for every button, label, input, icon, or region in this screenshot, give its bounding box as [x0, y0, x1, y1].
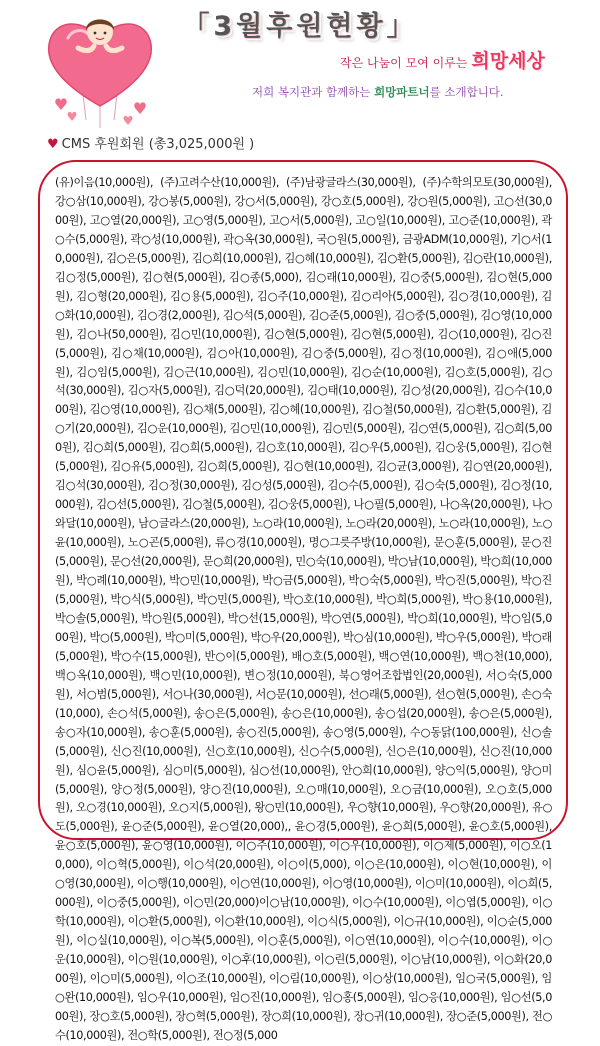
heart-girl-illustration — [38, 8, 162, 130]
tagline — [340, 46, 545, 73]
section-heading — [47, 133, 254, 152]
subline-suffix: 를 소개합니다. — [429, 85, 504, 99]
section-title: CMS 후원회원 (총3,025,000원 ) — [61, 137, 255, 152]
page-title: 「3월후원현황」 — [182, 11, 418, 42]
subline — [252, 84, 504, 100]
subline-highlight: 희망파트너 — [374, 85, 430, 99]
subline-prefix: 저희 복지관과 함께하는 — [252, 85, 371, 99]
heart-icon: ♥ — [47, 137, 59, 152]
tagline-text: 작은 나눔이 모여 이루는 — [340, 56, 468, 70]
donor-list-box — [38, 160, 568, 1042]
donor-list-text: (유)이음(10,000원), (주)고려수산(10,000원), (주)남광글라스(30,000원), (주)수학의모토(30,000원), 강○삼(10,000원), 강○봉(5,000원), 강○서(5,000원), 강○호(5,000원), 강○원(5,000원), 고○선(30,000원), 고○열(20,000원), 고○영(5,000원), 고○서(5,000원), 고○일(10,000원), 고○준(10,000원), 곽○수(5,000원), 곽○성(10,000원), 곽○옥(30,000원), 국○원(5,000원), 금광ADM(10,000원), 기○서(10,000원), 김○은(5,000원), 김○희(10,000원), 김○혜(10,000원), 김○환(5,000원), 김○란(10,000원), 김○정(5,000원), 김○현(5,000원), 김○종(5,000), 김○래(10,000원), 김○중(5,000원), 김○현(5,000원), 김○형(20,000원), 김○용(5,000원), 김○주(10,000원), 김○리아(5,000원), 김○경(10,000원), 김○화(10,000원), 김○경(2,000원), 김○석(5,000원), 김○준(5,000원), 김○중(5,000원), 김○영(10,000원), 김○나(50,000원), 김○민(10,000원), 김○현(5,000원), 김○현(5,000원), 김○(10,000원), 김○진(5,000원), 김○채(10,000원), 김○아(10,000원), 김○중(5,000원), 김○정(10,000원), 김○애(5,000원), 김○임(5,000원), 김○근(10,000원), 김○민(10,000원), 김○순(10,000원), 김○호(5,000원), 김○석(30,000원), 김○자(5,000원), 김○덕(20,000원), 김○태(10,000원), 김○성(20,000원), 김○수(10,000원), 김○영(10,000원), 김○채(5,000원), 김○혜(10,000원), 김○철(50,000원), 김○환(5,000원), 김○기(20,000원), 김○운(10,000원), 김○민(10,000원), 김○민(5,000원), 김○연(5,000원), 김○희(5,000원), 김○희(5,000원), 김○희(5,000원), 김○호(10,000원), 김○우(5,000원), 김○웅(5,000원), 김○현(5,000원), 김○유(5,000원), 김○희(5,000원), 김○현(10,000원), 김○균(3,000원), 김○연(20,000원), 김○석(30,000원), 김○정(30,000원), 김○성(5,000원), 김○수(5,000원), 김○숙(5,000원), 김○정(10,000원), 김○선(5,000원), 김○철(5,000원), 김○웅(5,000원), 나○필(5,000원), 나○옥(20,000원), 나○와달(10,000원), 남○글라스(20,000원), 노○라(10,000원), 노○라(20,000원), 노○라(10,000원), 노○윤(10,000원), 노○곤(5,000원), 류○경(10,000원), 명○그릇주방(10,000원), 문○훈(5,000원), 문○진(5,000원), 문○선(20,000원), 문○희(20,000원), 민○숙(10,000원), 박○남(10,000원), 박○희(10,000원), 박○례(10,000원), 박○민(10,000원), 박○금(5,000원), 박○숙(5,000원), 박○진(5,000원), 박○진(5,000원), 박○식(5,000원), 박○민(5,000원), 박○호(10,000원), 박○희(5,000원), 박○용(10,000원), 박○솔(5,000원), 박○원(5,000원), 박○선(15,000원), 박○연(5,000원), 박○희(10,000원), 박○임(5,000원), 박○(5,000원), 박○미(5,000원), 박○우(20,000원), 박○심(10,000원), 박○우(5,000원), 박○래(5,000원), 박○수(15,000원), 반○이(5,000원), 배○호(5,000원), 백○연(10,000원), 백○천(10,000), 백○옥(10,000원), 백○민(10,000원), 변○정(10,000원), 북○영어조합법인(20,000원), 서○숙(5,000원), 서○범(5,000원), 서○나(30,000원), 서○문(10,000원), 선○래(5,000원), 선○현(5,000원), 손○숙(10,000), 손○석(5,000원), 송○은(5,000원), 송○은(10,000원), 송○섭(20,000원), 송○은(5,000원), 송○자(10,000원), 송○훈(5,000원), 송○진(5,000원), 송○영(5,000원), 수○동닭(100,000원), 신○솔(5,000원), 신○진(10,000원), 신○호(10,000원), 신○수(5,000원), 신○은(10,000원), 신○진(10,000원), 심○윤(5,000원), 심○미(5,000원), 심○선(10,000원), 안○희(10,000원), 양○익(5,000원), 양○미(5,000원), 양○정(5,000원), 양○진(10,000원), 오○매(10,000원), 오○금(10,000원), 오○호(5,000원), 오○경(10,000원), 오○지(5,000원), 왕○민(10,000원), 우○향(10,000원), 우○향(20,000원), 유○도(5,000원), 윤○준(5,000원), 윤○열(20,000),, 윤○경(5,000원), 윤○희(5,000원), 윤○호(5,000원), 윤○호(5,000원), 윤○영(10,000원), 이○주(10,000원), 이○우(10,000원), 이○제(5,000원), 이○오(10,000), 이○혁(5,000원), 이○석(20,000원), 이○이(5,000), 이○은(10,000원), 이○현(10,000원), 이○영(30,000원), 이○행(10,000원), 이○연(10,000원), 이○영(10,000원), 이○미(10,000원), 이○희(5,000원), 이○중(5,000원), 이○민(20,000)이○남(10,000원), 이○수(10,000원), 이○엽(5,000원), 이○학(10,000원), 이○환(5,000원), 이○환(10,000원), 이○식(5,000원), 이○규(10,000원), 이○순(5,000원), 이○실(10,000원), 이○복(5,000원), 이○훈(5,000원), 이○연(10,000원), 이○수(10,000원), 이○운(10,000원), 이○원(10,000원), 이○후(10,000원), 이○린(5,000원), 이○남(10,000원), 이○화(20,000원), 이○미(5,000원), 이○조(10,000원), 이○림(10,000원), 이○상(10,000원), 임○국(5,000원), 임○완(10,000원), 임○우(10,000원), 임○진(10,000원), 임○홍(5,000원), 임○응(10,000원), 임○선(5,000원), 장○호(5,000원), 장○혁(5,000원), 장○희(10,000원), 장○귀(10,000원), 장○준(5,000원), 전○수(10,000원), 전○학(5,000원), 전○정(5,000 — [55, 176, 552, 1042]
tagline-highlight: 희망세상 — [471, 50, 545, 72]
